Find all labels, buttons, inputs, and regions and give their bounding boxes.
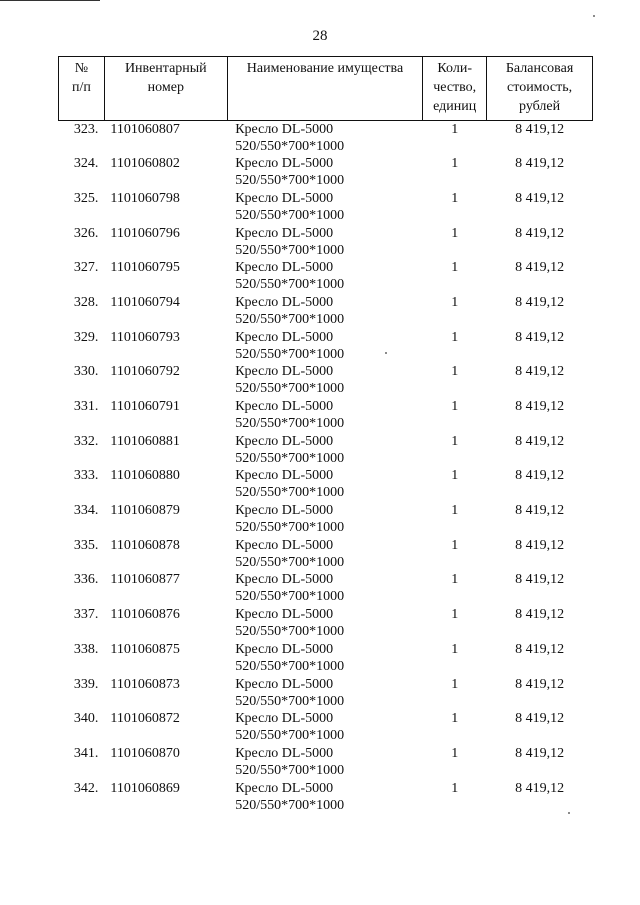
inventory-number: 1101060798 (110, 190, 180, 206)
table-row (59, 155, 593, 190)
item-name-line2: 520/550*700*1000 (235, 346, 345, 362)
scan-edge-line (0, 0, 100, 1)
item-name-line2: 520/550*700*1000 (235, 762, 345, 778)
row-number: 327. (73, 260, 99, 276)
item-name-line2: 520/550*700*1000 (235, 797, 345, 813)
inventory-number: 1101060870 (110, 745, 180, 761)
balance-cost: 8 419,12 (515, 364, 565, 380)
balance-cost: 8 419,12 (515, 122, 565, 137)
inventory-number: 1101060796 (110, 225, 180, 241)
inventory-number: 1101060807 (110, 122, 180, 137)
item-name (227, 710, 423, 745)
item-name-line1: Кресло DL-5000 (235, 468, 334, 484)
table-row (59, 571, 593, 606)
item-name-line2: 520/550*700*1000 (235, 277, 345, 293)
table-row (59, 676, 593, 711)
balance-cost: 8 419,12 (515, 780, 565, 796)
row-number: 333. (73, 468, 99, 484)
inventory-number: 1101060875 (110, 641, 180, 657)
quantity: 1 (451, 468, 459, 484)
item-name-line2: 520/550*700*1000 (235, 589, 345, 605)
item-name-line1: Кресло DL-5000 (235, 190, 334, 206)
table-row (59, 398, 593, 433)
item-name (227, 606, 423, 641)
table-row (59, 710, 593, 745)
row-number: 328. (73, 294, 99, 310)
item-name-line1: Кресло DL-5000 (235, 433, 334, 449)
item-name (227, 502, 423, 537)
table-body (59, 121, 593, 815)
header-inventory: Инвентарный номер (104, 57, 227, 121)
balance-cost: 8 419,12 (515, 711, 565, 727)
table-row (59, 433, 593, 468)
row-number: 341. (73, 745, 99, 761)
item-name (227, 225, 423, 260)
row-number: 336. (73, 572, 99, 588)
item-name-line1: Кресло DL-5000 (235, 329, 334, 345)
row-number: 326. (73, 225, 99, 241)
balance-cost: 8 419,12 (515, 399, 565, 414)
property-table (58, 56, 593, 814)
page-number: 28 (312, 28, 328, 44)
item-name-line1: Кресло DL-5000 (235, 260, 334, 276)
item-name-line1: Кресло DL-5000 (235, 122, 334, 137)
balance-cost: 8 419,12 (515, 225, 565, 241)
item-name-line1: Кресло DL-5000 (235, 225, 334, 241)
inventory-number: 1101060802 (110, 156, 180, 172)
balance-cost: 8 419,12 (515, 572, 565, 588)
item-name-line2: 520/550*700*1000 (235, 173, 345, 189)
balance-cost: 8 419,12 (515, 294, 565, 310)
table-row (59, 780, 593, 815)
item-name-line1: Кресло DL-5000 (235, 641, 334, 657)
item-name-line1: Кресло DL-5000 (235, 711, 334, 727)
item-name-line2: 520/550*700*1000 (235, 658, 345, 674)
item-name-line2: 520/550*700*1000 (235, 311, 345, 327)
inventory-number: 1101060795 (110, 260, 180, 276)
quantity: 1 (451, 572, 459, 588)
quantity: 1 (451, 329, 459, 345)
table-row (59, 121, 593, 156)
inventory-number: 1101060879 (110, 503, 180, 519)
item-name-line1: Кресло DL-5000 (235, 364, 334, 380)
quantity: 1 (451, 780, 459, 796)
item-name-line2: 520/550*700*1000 (235, 450, 345, 466)
row-number: 334. (73, 503, 99, 519)
balance-cost: 8 419,12 (515, 156, 565, 172)
quantity: 1 (451, 537, 459, 553)
row-number: 331. (73, 399, 99, 414)
row-number: 338. (73, 641, 99, 657)
balance-cost: 8 419,12 (515, 503, 565, 519)
item-name-line2: 520/550*700*1000 (235, 624, 345, 640)
item-name (227, 745, 423, 780)
quantity: 1 (451, 711, 459, 727)
table-row (59, 259, 593, 294)
item-name-line2: 520/550*700*1000 (235, 554, 345, 570)
item-name-line2: 520/550*700*1000 (235, 416, 345, 431)
item-name (227, 121, 423, 156)
row-number: 325. (73, 190, 99, 206)
item-name-line2: 520/550*700*1000 (235, 139, 345, 154)
table-row (59, 294, 593, 329)
item-name (227, 363, 423, 398)
row-number: 323. (73, 122, 99, 137)
table-row (59, 225, 593, 260)
item-name-line2: 520/550*700*1000 (235, 485, 345, 501)
quantity: 1 (451, 745, 459, 761)
item-name-line2: 520/550*700*1000 (235, 242, 345, 258)
inventory-number: 1101060794 (110, 294, 180, 310)
inventory-number: 1101060873 (110, 676, 180, 692)
balance-cost: 8 419,12 (515, 260, 565, 276)
header-name: Наименование имущества (227, 57, 423, 121)
header-number: № п/п (59, 57, 105, 121)
item-name (227, 467, 423, 502)
balance-cost: 8 419,12 (515, 433, 565, 449)
quantity: 1 (451, 399, 459, 414)
row-number: 324. (73, 156, 99, 172)
row-number: 329. (73, 329, 99, 345)
row-number: 330. (73, 364, 99, 380)
inventory-number: 1101060876 (110, 607, 180, 623)
balance-cost: 8 419,12 (515, 190, 565, 206)
item-name-line1: Кресло DL-5000 (235, 399, 334, 414)
row-number: 340. (73, 711, 99, 727)
balance-cost: 8 419,12 (515, 745, 565, 761)
item-name-line1: Кресло DL-5000 (235, 572, 334, 588)
item-name (227, 294, 423, 329)
quantity: 1 (451, 122, 459, 137)
item-name-line2: 520/550*700*1000 (235, 520, 345, 536)
table-row (59, 745, 593, 780)
quantity: 1 (451, 190, 459, 206)
item-name (227, 676, 423, 711)
item-name-line1: Кресло DL-5000 (235, 607, 334, 623)
item-name-line2: 520/550*700*1000 (235, 381, 345, 397)
item-name (227, 155, 423, 190)
table-row (59, 537, 593, 572)
row-number: 342. (73, 780, 99, 796)
inventory-number: 1101060872 (110, 711, 180, 727)
quantity: 1 (451, 294, 459, 310)
balance-cost: 8 419,12 (515, 676, 565, 692)
item-name (227, 433, 423, 468)
quantity: 1 (451, 433, 459, 449)
balance-cost: 8 419,12 (515, 641, 565, 657)
table-row (59, 641, 593, 676)
item-name (227, 780, 423, 815)
item-name-line1: Кресло DL-5000 (235, 294, 334, 310)
quantity: 1 (451, 676, 459, 692)
row-number: 332. (73, 433, 99, 449)
item-name-line1: Кресло DL-5000 (235, 745, 334, 761)
item-name (227, 641, 423, 676)
table-row (59, 502, 593, 537)
row-number: 337. (73, 607, 99, 623)
item-name-line2: 520/550*700*1000 (235, 693, 345, 709)
table-row (59, 329, 593, 364)
item-name (227, 537, 423, 572)
item-name-line2: 520/550*700*1000 (235, 728, 345, 744)
inventory-number: 1101060878 (110, 537, 180, 553)
header-cost: Балансовая стоимость, рублей (487, 57, 593, 121)
item-name (227, 259, 423, 294)
inventory-number: 1101060793 (110, 329, 180, 345)
item-name-line2: 520/550*700*1000 (235, 207, 345, 223)
table-row (59, 190, 593, 225)
table-row (59, 363, 593, 398)
item-name-line1: Кресло DL-5000 (235, 156, 334, 172)
quantity: 1 (451, 364, 459, 380)
item-name (227, 571, 423, 606)
table-header-row (59, 57, 593, 121)
table-row (59, 606, 593, 641)
item-name-line1: Кресло DL-5000 (235, 676, 334, 692)
quantity: 1 (451, 225, 459, 241)
item-name (227, 190, 423, 225)
item-name (227, 329, 423, 364)
row-number: 339. (73, 676, 99, 692)
quantity: 1 (451, 260, 459, 276)
item-name-line1: Кресло DL-5000 (235, 537, 334, 553)
scan-speck (593, 15, 595, 17)
balance-cost: 8 419,12 (515, 468, 565, 484)
balance-cost: 8 419,12 (515, 607, 565, 623)
item-name (227, 398, 423, 433)
table-row (59, 467, 593, 502)
balance-cost: 8 419,12 (515, 537, 565, 553)
inventory-number: 1101060880 (110, 468, 180, 484)
quantity: 1 (451, 503, 459, 519)
balance-cost: 8 419,12 (515, 329, 565, 345)
inventory-number: 1101060792 (110, 364, 180, 380)
header-quantity: Коли- чество, единиц (423, 57, 487, 121)
inventory-number: 1101060881 (110, 433, 180, 449)
item-name-line1: Кресло DL-5000 (235, 780, 334, 796)
inventory-number: 1101060877 (110, 572, 180, 588)
quantity: 1 (451, 156, 459, 172)
inventory-number: 1101060869 (110, 780, 180, 796)
item-name-line1: Кресло DL-5000 (235, 503, 334, 519)
row-number: 335. (73, 537, 99, 553)
quantity: 1 (451, 641, 459, 657)
inventory-number: 1101060791 (110, 399, 180, 414)
quantity: 1 (451, 607, 459, 623)
